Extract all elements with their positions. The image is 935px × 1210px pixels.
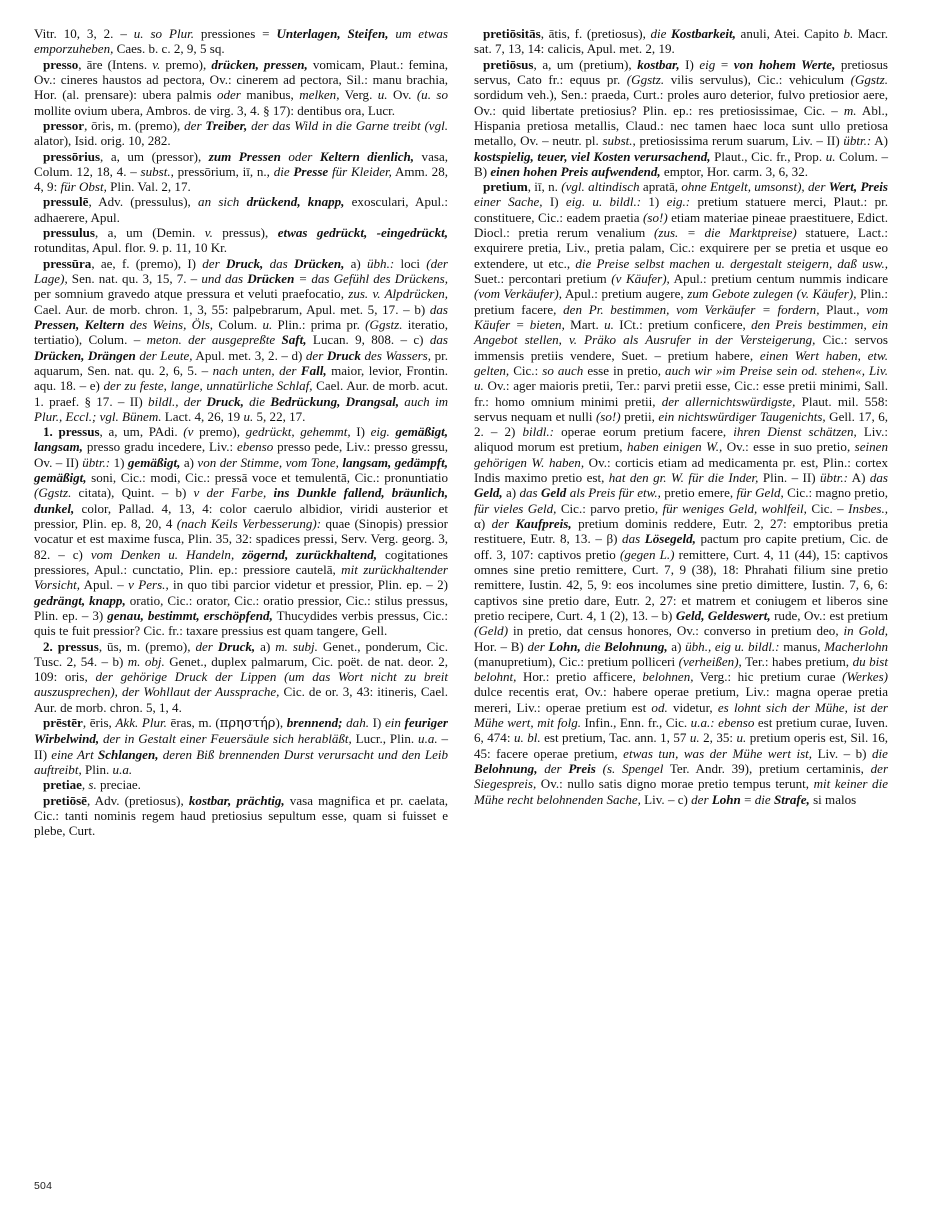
left-text-column	[34, 26, 448, 839]
page-folio-number: 504	[34, 1180, 53, 1192]
right-text-column	[474, 26, 888, 807]
dictionary-entry: pretium, iī, n. (vgl. altindisch apratā, ohne Entgelt, umsonst), der Wert, Preis einer Sache, I) eig. u. bildl.: 1) eig.: pretium statuere merci, Plaut.: pr. constituere, Cic.: eadem praetia (so!) etiam materiae pineae praestituere, Edict. Diocl.: pretia rerum venalium (zus. = die Marktpreise) statuere, Lact.: exquirere pretia, Liv., pretia palam, Cic.: exquirere per se pretia et usque eo extendere, ut etc., die Preise selbst machen u. dergestalt steigern, daß usw., Suet.: percontari pretium (v Käufer), Apul.: pretium centum nummis indicare (vom Verkäufer), Apul.: pretium augere, zum Gebote zulegen (v. Käufer), Plin.: pretium facere, den Pr. bestimmen, vom Verkäufer = fordern, Plaut., vom Käufer = bieten, Mart. u. ICt.: pretium conficere, den Preis bestimmen, ein Angebot stellen, v. Präko als Ausrufer in der Versteigerung, Cic.: servos immensis pretiis vendere, Suet. – pretium habere, einen Wert haben, etw. gelten, Cic.: so auch esse in pretio, auch wir »im Preise sein od. stehen«, Liv. u. Ov.: ager maioris pretii, Ter.: parvi pretii esse, Cic.: esse pretii minimi, Sall. fr.: homo omnium minimi pretii, der allernichtswürdigste, Plaut. mil. 558: servus nequam et nulli (so!) pretii, ein nichtswürdiger Taugenichts, Gell. 17, 6, 2. – 2) bildl.: operae eorum pretium facere, ihren Dienst schätzen, Liv.: aliquod morum est pretium, haben einigen W., Ov.: esse in suo pretio, seinen gehörigen W. haben, Ov.: corticis etiam ad medicamenta pr. est, Plin.: cortex Indis maximo pretio est, hat den gr. W. für die Inder, Plin. – II) übtr.: A) das Geld, a) das Geld als Preis für etw., pretio emere, für Geld, Cic.: magno pretio, für vieles Geld, Cic.: parvo pretio, für weniges Geld, wohlfeil, Cic. – Insbes., α) der Kaufpreis, pretium dominis reddere, Eutr. 2, 27: emptoribus pretia restituere, Eutr. 8, 13. – β) das Lösegeld, pactum pro capite pretium, Cic. de off. 3, 107: captivos pretio (gegen L.) remittere, Curt. 4, 11 (44), 15: captivos omnes sine pretio remittere, Curt. 7, 9 (38), 18: Phrahati filium sine pretio remittere, Iustin. 42, 5, 9: eos incolumes sine pretio dimittere, Iustin. 7, 6, 6: captivos sine pretio dare, Eutr. 2, 27: et matrem et coniugem et liberos sine pretio recipere, Curt. 4, 1 (2), 13. – b) Geld, Geldeswert, rude, Ov.: est pretium (Geld) in pretio, dat census honores, Ov.: converso in pretium deo, in Gold, Hor. – B) der Lohn, die Belohnung, a) übh., eig u. bildl.: manus, Macherlohn (manupretium), Cic.: pretium polliceri (verheißen), Ter.: habes pretium, du bist belohnt, Hor.: pretio afficere, belohnen, Verg.: hic pretium curae (Werkes) dulce recentis erat, Ov.: habere operae pretium, Liv.: magna operae pretia mereri, Liv.: operae pretium est od. videtur, es lohnt sich der Mühe, ist der Mühe wert, mit folg. Infin., Enn. fr., Cic. u.a.: ebenso est pretium curae, Iuven. 6, 474: u. bl. est pretium, Tac. ann. 1, 57 u. 2, 35: u. pretium operis est, Sil. 16, 45: facere operae pretium, etwas tun, was der Mühe wert ist, Liv. – b) die Belohnung, der Preis (s. Spengel Ter. Andr. 39), pretium certaminis, der Siegespreis, Ov.: nullo satis digno morae pretio tempus terunt, mit keiner die Mühe recht belohnenden Sache, Liv. – c) der Lohn = die Strafe, si malos	[474, 179, 889, 807]
dictionary-entry: pressor, ōris, m. (premo), der Treiber, der das Wild in die Garne treibt (vgl. alator), Isid. orig. 10, 282.	[34, 117, 449, 149]
dictionary-entry: pretiōsē, Adv. (pretiosus), kostbar, prächtig, vasa magnifica et pr. caelata, Cic.: tanti nominis regem haud pretiosius sepultum esse, quam si fuisset e plebe, Curt.	[34, 792, 448, 839]
dictionary-entry: 2. pressus, ūs, m. (premo), der Druck, a) m. subj. Genet., ponderum, Cic. Tusc. 2, 54. – b) m. obj. Genet., duplex palmarum, Cic. poët. de nat. deor. 2, 109: oris, der gehörige Druck der Lippen (um das Wort nicht zu breit auszusprechen), der Wohllaut der Aussprache, Cic. de or. 3, 43: itineris, Cael. Aur. de morb. chron. 5, 1, 4.	[34, 638, 448, 715]
dictionary-entry: pressōrius, a, um (pressor), zum Pressen oder Keltern dienlich, vasa, Colum. 12, 18, 4. – subst., pressōrium, iī, n., die Presse für Kleider, Amm. 28, 4, 9: für Obst, Plin. Val. 2, 17.	[34, 148, 448, 195]
two-column-text-body	[34, 26, 889, 839]
dictionary-entry: pretiae, s. preciae.	[43, 777, 141, 793]
dictionary-entry: prēstēr, ēris, Akk. Plur. ēras, m. (πρηστήρ), brennend; dah. I) ein feuriger Wirbelwind, der in Gestalt einer Feuersäule sich herabläßt, Lucr., Plin. u.a. – II) eine Art Schlangen, deren Biß brennenden Durst verursacht und den Leib auftreibt, Plin. u.a.	[34, 715, 449, 777]
dictionary-entry: 1. pressus, a, um, PAdi. (v premo), gedrückt, gehemmt, I) eig. gemäßigt, langsam, presso gradu incedere, Liv.: ebenso presso pede, Liv.: presso gressu, Ov. – II) übtr.: 1) gemäßigt, a) von der Stimme, vom Tone, langsam, gedämpft, gemäßigt, soni, Cic.: modi, Cic.: pressā voce et temulentā, Cic.: pronuntiatio (Ggstz. citata), Quint. – b) v der Farbe, ins Dunkle fallend, bräunlich, dunkel, color, Pallad. 4, 13, 4: color caerulo albidior, viridi austerior et pressior, Plin. ep. 8, 20, 4 (nach Keils Verbesserung): quae (Sinopis) pressior vocatur et est maxime fusca, Plin. 35, 32: spadices pressi, Serv. Verg. georg. 3, 82. – c) vom Denken u. Handeln, zögernd, zurückhaltend, cogitationes pressiores, Apul.: cunctatio, Plin. ep.: pressiore cautelā, mit zurückhaltender Vorsicht, Apul. – v Pers., in quo tibi parcior videtur et pressior, Plin. ep. – 2) gedrängt, knapp, oratio, Cic.: orator, Cic.: oratio pressior, Cic.: stilus pressus, Plin. ep. – 3) genau, bestimmt, erschöpfend, Thucydides verbis pressus, Cic.: quis te fuit pressior? Cic. fr.: taxare pressius est quam tangere, Gell.	[34, 424, 449, 639]
dictionary-entry: pretiōsus, a, um (pretium), kostbar, I) eig = von hohem Werte, pretiosus servus, Cato fr.: equus pr. (Ggstz. vilis servulus), Cic.: vehiculum (Ggstz. sordidum veh.), Sen.: praeda, Curt.: proles auro deterior, fulvo pretiosior aere, Ov.: quid libertate pretiosius? Plin. ep.: res pretiosissimae, Cic. – m. Abl., Hispania pretiosa metallis, Claud.: nec tamen haec loca sunt ullo pretiosa metallo, Ov. – neutr. pl. subst., pretiosissima rerum suarum, Liv. – II) übtr.: A) kostspielig, teuer, viel Kosten verursachend, Plaut., Cic. fr., Prop. u. Colum. – B) einen hohen Preis aufwendend, emptor, Hor. carm. 3, 6, 32.	[474, 56, 889, 179]
dictionary-entry: presso, āre (Intens. v. premo), drücken, pressen, vomicam, Plaut.: femina, Ov.: cineres haustos ad pectora, Ov.: cinerem ad pectora, Sil.: manu brachia, Hor. (al. prensare): ubera palmis oder manibus, melken, Verg. u. Ov. (u. so mollite ovium ubera, Ambros. de virg. 3, 4. § 17): dentibus ora, Lucr.	[34, 56, 448, 118]
dictionary-entry: pressulē, Adv. (pressulus), an sich drückend, knapp, exosculari, Apul.: adhaerere, Apul.	[34, 194, 448, 225]
dictionary-entry: pressūra, ae, f. (premo), I) der Druck, das Drücken, a) übh.: loci (der Lage), Sen. nat. qu. 3, 15, 7. – und das Drücken = das Gefühl des Drückens, per somnium gravedo atque pressura et veluti praefocatio, zus. v. Alpdrücken, Cael. Aur. de morb. chron. 1, 3, 55: palpebrarum, Apul. met. 5, 17. – b) das Pressen, Keltern des Weins, Öls, Colum. u. Plin.: prima pr. (Ggstz. iteratio, tertiatio), Colum. – meton. der ausgepreßte Saft, Lucan. 9, 808. – c) das Drücken, Drängen der Leute, Apul. met. 3, 2. – d) der Druck des Wassers, pr. aquarum, Sen. nat. qu. 2, 6, 5. – nach unten, der Fall, maior, levior, Frontin. aqu. 18. – e) der zu feste, lange, unnatürliche Schlaf, Cael. Aur. de morb. acut. 1. praef. § 17. – II) bildl., der Druck, die Bedrückung, Drangsal, auch im Plur., Eccl.; vgl. Bünem. Lact. 4, 26, 19 u. 5, 22, 17.	[34, 255, 449, 424]
dictionary-entry: pretiōsitās, ātis, f. (pretiosus), die Kostbarkeit, anuli, Atei. Capito b. Macr. sat. 7, 13, 14: calicis, Apul. met. 2, 19.	[474, 26, 888, 57]
dictionary-entry: pressulus, a, um (Demin. v. pressus), etwas gedrückt, -eingedrückt, rotunditas, Apul. flor. 9. p. 11, 10 Kr.	[34, 225, 449, 256]
entry-continuation: Vitr. 10, 3, 2. – u. so Plur. pressiones = Unterlagen, Steifen, um etwas emporzuheben, Caes. b. c. 2, 9, 5 sq.	[34, 26, 449, 57]
